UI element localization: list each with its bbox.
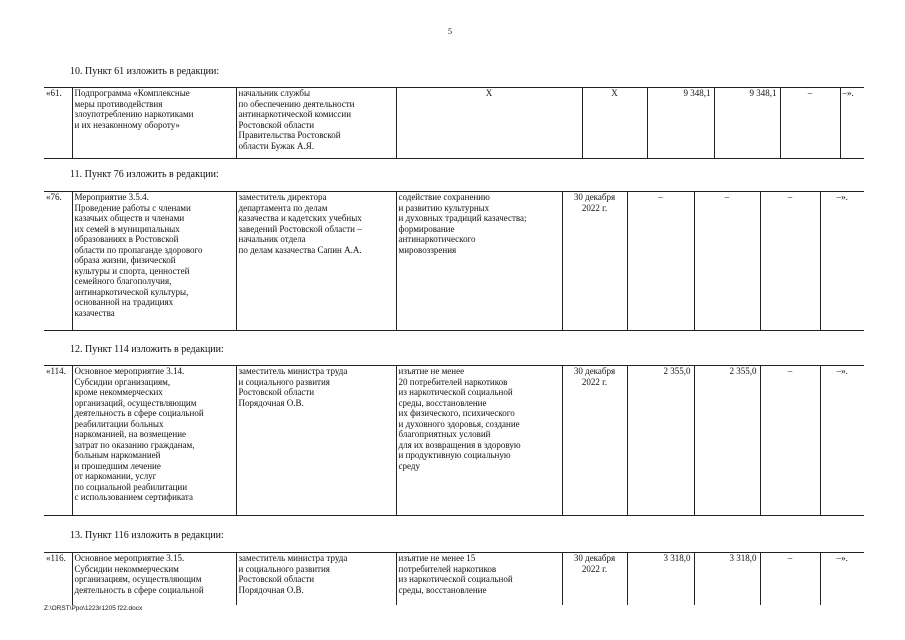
other-cell: – — [780, 88, 840, 159]
section-heading: 10. Пункт 61 изложить в редакции: — [70, 66, 220, 77]
total-cell: 9 348,1 — [647, 88, 714, 159]
section-heading: 11. Пункт 76 изложить в редакции: — [70, 169, 219, 180]
budget-cell: 9 348,1 — [714, 88, 780, 159]
measure-name: Основное мероприятие 3.14. Субсидии организациям, кроме некоммерческих организаций, осуществляющим деятельность в сфере социальной реабилитации больных наркоманией, на возмещение затрат по оказанию гражданам, больным наркоманией и прошедшим лечение от наркомании, услуг по социальной реабилитации с использованием сертификата — [72, 366, 236, 516]
table-row — [44, 365, 864, 516]
budget-cell: – — [694, 192, 760, 331]
measure-name: Мероприятие 3.5.4. Проведение работы с членами казачьих обществ и членами их семей в муниципальных образованиях в Ростовской области по пропаганде здорового образа жизни, физической культуры и спорта, ценностей семейного благополучия, антинаркотической культуры, основанной на традициях казачества — [72, 192, 236, 331]
row-end: –». — [820, 366, 864, 516]
deadline-cell: 30 декабря 2022 г. — [562, 192, 627, 331]
measure-name: Подпрограмма «Комплексные меры противодействия злоупотреблению наркотиками и их незаконному обороту» — [72, 88, 236, 159]
result-cell: изъятие не менее 20 потребителей наркотиков из наркотической социальной среды, восстановление их физического, психического и духовного здоровья, создание благоприятных условий для их возвращения в здоровую и продуктивную социальную среду — [396, 366, 562, 516]
responsible-cell: заместитель министра труда и социального развития Ростовской области Порядочная О.В. — [236, 366, 396, 516]
total-cell: – — [627, 192, 694, 331]
row-end: –». — [820, 553, 864, 605]
file-path-footer: Z:\ORST\Ppo\1223r1205 f22.docx — [44, 605, 143, 612]
row-number: «116. — [44, 553, 72, 605]
result-cell: Х — [396, 88, 582, 159]
other-cell: – — [760, 192, 820, 331]
row-number: «114. — [44, 366, 72, 516]
budget-cell: 2 355,0 — [694, 366, 760, 516]
table-row — [44, 552, 864, 605]
section-heading: 12. Пункт 114 изложить в редакции: — [70, 344, 224, 355]
row-end: –». — [820, 192, 864, 331]
total-cell: 2 355,0 — [627, 366, 694, 516]
other-cell: – — [760, 366, 820, 516]
responsible-cell: заместитель министра труда и социального развития Ростовской области Порядочная О.В. — [236, 553, 396, 605]
page-number: 5 — [448, 27, 452, 36]
deadline-cell: Х — [582, 88, 647, 159]
deadline-cell: 30 декабря 2022 г. — [562, 366, 627, 516]
total-cell: 3 318,0 — [627, 553, 694, 605]
result-cell: изъятие не менее 15 потребителей наркотиков из наркотической социальной среды, восстановление — [396, 553, 562, 605]
measure-name: Основное мероприятие 3.15. Субсидии некоммерческим организациям, осуществляющим деятельность в сфере социальной — [72, 553, 236, 605]
result-cell: содействие сохранению и развитию культурных и духовных традиций казачества; формирование антинаркотического мировоззрения — [396, 192, 562, 331]
table-row — [44, 87, 864, 159]
row-end: –». — [840, 88, 864, 159]
responsible-cell: заместитель директора департамента по делам казачества и кадетских учебных заведений Ростовской области – начальник отдела по делам казачества Сапин А.А. — [236, 192, 396, 331]
row-number: «76. — [44, 192, 72, 331]
other-cell: – — [760, 553, 820, 605]
section-heading: 13. Пункт 116 изложить в редакции: — [70, 530, 224, 541]
table-row — [44, 191, 864, 331]
deadline-cell: 30 декабря 2022 г. — [562, 553, 627, 605]
row-number: «61. — [44, 88, 72, 159]
responsible-cell: начальник службы по обеспечению деятельности антинаркотической комиссии Ростовской области Правительства Ростовской области Бужак А.Я. — [236, 88, 396, 159]
budget-cell: 3 318,0 — [694, 553, 760, 605]
